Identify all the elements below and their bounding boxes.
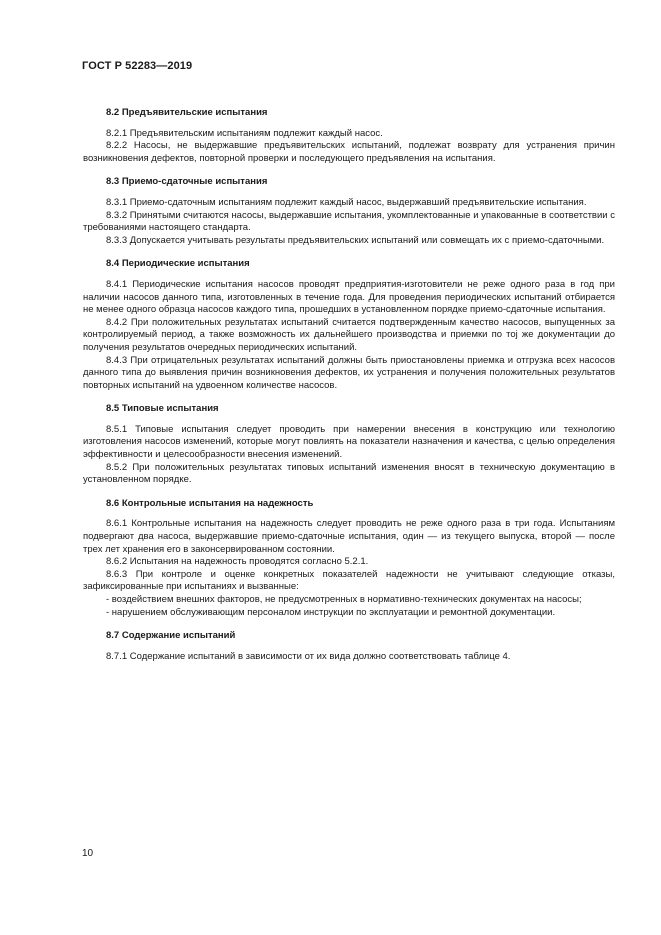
page-number: 10 (82, 848, 94, 859)
section-title: 8.4 Периодические испытания (106, 258, 250, 270)
paragraph: 8.2.2 Насосы, не выдержавшие предъявительских испытаний, подлежат возврату для устранения причин возникновения дефектов, повторной проверки и последующего предъявления на испытания. (83, 140, 615, 164)
paragraph: 8.6.1 Контрольные испытания на надежность следует проводить не реже одного раза в три года. Испытаниям подвергают два насоса, выдержавшие приемо-сдаточные испытания, один — из текущего выпуска, второй — после трех лет хранения его в законсервированном состоянии. (83, 518, 615, 555)
paragraph: 8.2.1 Предъявительским испытаниям подлежит каждый насос. (106, 127, 383, 139)
paragraph: 8.5.2 При положительных результатах типовых испытаний изменения вносят в техническую документацию в установленном порядке. (83, 461, 615, 486)
paragraph: 8.4.1 Периодические испытания насосов проводят предприятия-изготовители не реже одного раза в год при наличии насосов данного типа, изготовленных в течение года. Для проведения периодических испытаний отбирается не менее одного образца насосов каждого типа, прошедших в установленном порядке приемо-сдаточные испытания. (83, 278, 615, 316)
section-title: 8.7 Содержание испытаний (106, 630, 236, 642)
paragraph: 8.6.2 Испытания на надежность проводятся согласно 5.2.1. (106, 556, 369, 568)
section-8-5 (83, 403, 615, 487)
paragraph: 8.3.1 Приемо-сдаточным испытаниям подлежит каждый насос, выдержавший предъявительские испытания. (106, 196, 587, 208)
section-8-3 (83, 176, 615, 247)
section-8-6 (83, 498, 615, 619)
paragraph: 8.4.2 При положительных результатах испытаний считается подтвержденным качество насосов, выпущенных за контролируемый период, а также возможность их дальнейшего производства и приемки по тој же документации до получения результатов очередных периодических испытаний. (83, 316, 615, 353)
section-title: 8.2 Предъявительские испытания (106, 107, 268, 118)
section-8-4 (83, 258, 615, 392)
paragraph: 8.6.3 При контроле и оценке конкретных показателей надежности не учитывают следующие отказы, зафиксированные при испытаниях и вызванные: (83, 568, 615, 593)
paragraph: 8.4.3 При отрицательных результатах испытаний должны быть приостановлены приемка и отгрузка всех насосов данного типа до выявления причин возникновения дефектов, их устранения и получения положительных результатов повторных испытаний на удвоенном количестве насосов. (83, 354, 615, 391)
section-title: 8.3 Приемо-сдаточные испытания (106, 176, 268, 188)
section-title: 8.6 Контрольные испытания на надежность (106, 497, 314, 509)
paragraph: 8.5.1 Типовые испытания следует проводить при намерении внесения в конструкцию или технологию изготовления насосов изменений, которые могут повлиять на показатели назначения и качества, с целью определения эффективности и целесообразности внесения изменений. (83, 423, 615, 461)
paragraph: 8.3.3 Допускается учитывать результаты предъявительских испытаний или совмещать их с приемо-сдаточными. (106, 234, 605, 246)
document-header: ГОСТ Р 52283—2019 (82, 60, 193, 72)
list-item: - воздействием внешних факторов, не предусмотренных в нормативно-технических документах на насосы; (106, 594, 582, 605)
list-item: - нарушением обслуживающим персоналом инструкции по эксплуатации и ремонтной документации. (106, 606, 556, 618)
paragraph: 8.7.1 Содержание испытаний в зависимости от их вида должно соответствовать таблице 4. (106, 650, 511, 662)
document-body (83, 107, 615, 674)
section-8-7 (83, 630, 615, 663)
paragraph: 8.3.2 Принятыми считаются насосы, выдержавшие испытания, укомплектованные и упакованные в соответствии с требованиями настоящего стандарта. (83, 209, 615, 234)
section-title: 8.5 Типовые испытания (106, 403, 219, 415)
section-8-2 (83, 107, 615, 165)
